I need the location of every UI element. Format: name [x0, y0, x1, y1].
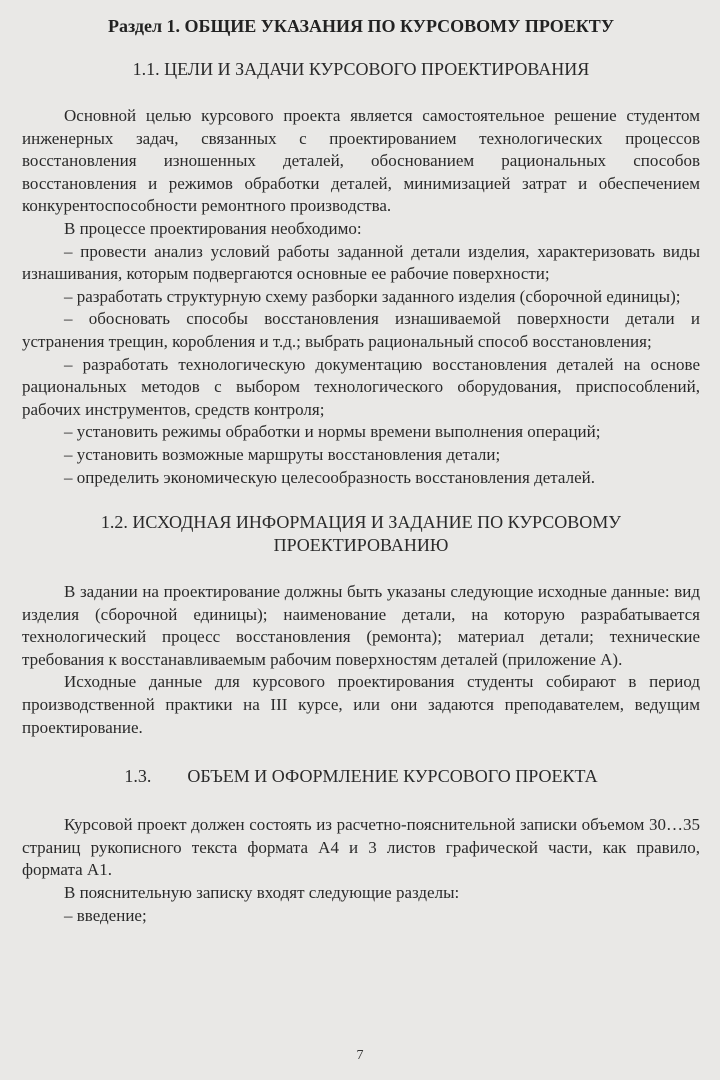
section-1-title: 1.1. ЦЕЛИ И ЗАДАЧИ КУРСОВОГО ПРОЕКТИРОВАНИЯ [132, 59, 590, 79]
section-1-lead: В процессе проектирования необходимо: [64, 218, 362, 238]
list-item: – определить экономическую целесообразность восстановления деталей. [64, 467, 595, 487]
list-item: – введение; [64, 905, 147, 925]
section-1-intro: Основной целью курсового проекта является самостоятельное решение студентом инженерных задач, связанных с проектированием технологических процессов восстановления изношенных деталей, обоснованием рациональных способов восстановления и режимов обработки деталей, минимизацией затрат и обеспечением конкурентоспособности ремонтного производства. [22, 106, 700, 216]
section-3-number: 1.3. [124, 766, 152, 787]
section-3-title [22, 765, 700, 788]
section-2-title: 1.2. ИСХОДНАЯ ИНФОРМАЦИЯ И ЗАДАНИЕ ПО КУРСОВОМУ ПРОЕКТИРОВАНИЮ [100, 512, 622, 556]
list-item: – провести анализ условий работы заданной детали изделия, характеризовать виды изнашивания, которым подвергаются основные ее рабочие поверхности; [22, 241, 700, 284]
page-title: Раздел 1. ОБЩИЕ УКАЗАНИЯ ПО КУРСОВОМУ ПРОЕКТУ [107, 16, 615, 36]
page-number: 7 [356, 1048, 364, 1063]
list-item: – разработать структурную схему разборки заданного изделия (сборочной единицы); [64, 286, 681, 306]
section-2-paragraph-1: В задании на проектирование должны быть указаны следующие исходные данные: вид изделия (сборочной единицы); наименование детали, на которую разрабатывается технологический процесс восстановления (ремонта); материал детали; технические требования к восстанавливаемым рабочим поверхностям деталей (приложение А). [22, 582, 700, 669]
section-3-title-text: ОБЪЕМ И ОФОРМЛЕНИЕ КУРСОВОГО ПРОЕКТА [187, 766, 598, 787]
section-3-paragraph-1: Курсовой проект должен состоять из расчетно-пояснительной записки объемом 30…35 страниц рукописного текста формата А4 и 3 листов графической части, как правило, формата А1. [22, 815, 700, 880]
list-item: – установить режимы обработки и нормы времени выполнения операций; [64, 422, 601, 442]
list-item: – разработать технологическую документацию восстановления деталей на основе рациональных методов с выбором технологического оборудования, приспособлений, рабочих инструментов, средств контроля; [22, 354, 700, 419]
section-2-paragraph-2: Исходные данные для курсового проектирования студенты собирают в период производственной практики на III курсе, или они задаются преподавателем, ведущим проектирование. [22, 672, 700, 737]
list-item: – обосновать способы восстановления изнашиваемой поверхности детали и устранения трещин, коробления и т.д.; выбрать рациональный способ восстановления; [22, 309, 700, 351]
section-3-paragraph-2: В пояснительную записку входят следующие разделы: [64, 883, 460, 903]
list-item: – установить возможные маршруты восстановления детали; [64, 444, 501, 464]
